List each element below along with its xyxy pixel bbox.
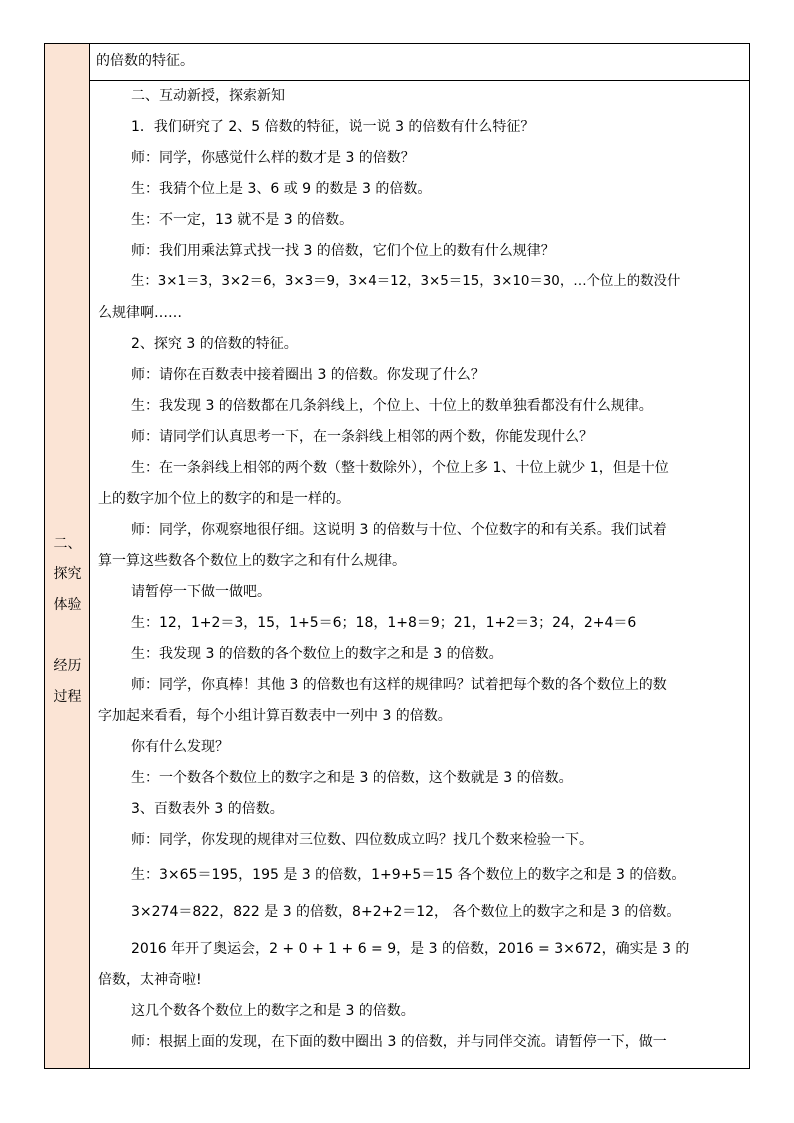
content-line: 么规律啊…… <box>98 305 182 321</box>
content-line: 师：请你在百数表中接着圈出 3 的倍数。你发现了什么？ <box>131 367 485 383</box>
content-line: 师：同学，你真棒！其他 3 的倍数也有这样的规律吗？试着把每个数的各个数位上的数 <box>131 677 667 693</box>
content-line: 二、互动新授，探索新知 <box>131 88 285 104</box>
section-label-line: 体验 <box>53 597 82 613</box>
content-line: 3、百数表外 3 的倍数。 <box>131 801 284 817</box>
section-label-line: 经历 <box>53 658 82 674</box>
lesson-table <box>44 43 750 1069</box>
content-line: 师：同学，你感觉什么样的数才是 3 的倍数？ <box>131 150 415 166</box>
content-line: 生：3×1＝3，3×2＝6，3×3＝9，3×4＝12，3×5＝15，3×10＝30，…个位上的数没什 <box>131 274 681 289</box>
content-line: 上的数字加个位上的数字的和是一样的。 <box>98 491 350 507</box>
content-line: 师：请同学们认真思考一下，在一条斜线上相邻的两个数，你能发现什么？ <box>131 429 593 445</box>
row1-right-cell <box>90 44 749 80</box>
content-line: 师：同学，你发现的规律对三位数、四位数成立吗？找几个数来检验一下。 <box>131 832 593 848</box>
top-row-text: 的倍数的特征。 <box>96 53 194 69</box>
content-line: 生：我猜个位上是 3、6 或 9 的数是 3 的倍数。 <box>131 181 432 197</box>
section-label-line: 探究 <box>53 566 82 582</box>
content-line: 1．我们研究了 2、5 倍数的特征，说一说 3 的倍数有什么特征？ <box>131 119 535 135</box>
content-line: 3×274＝822，822 是 3 的倍数，8+2+2＝12， 各个数位上的数字之和是 3 的倍数。 <box>131 904 681 920</box>
content-line: 生：不一定，13 就不是 3 的倍数。 <box>131 212 354 228</box>
content-line: 字加起来看看，每个小组计算百数表中一列中 3 的倍数。 <box>98 708 452 724</box>
content-line: 2、探究 3 的倍数的特征。 <box>131 336 298 352</box>
content-line: 你有什么发现？ <box>131 739 229 755</box>
content-line: 生：我发现 3 的倍数的各个数位上的数字之和是 3 的倍数。 <box>131 646 503 662</box>
content-line: 算一算这些数各个数位上的数字之和有什么规律。 <box>98 553 406 569</box>
content-line: 倍数，太神奇啦! <box>98 972 202 988</box>
lesson-content-cell <box>90 80 749 1068</box>
row1-left-cell <box>45 44 90 80</box>
content-line: 师：我们用乘法算式找一找 3 的倍数，它们个位上的数有什么规律？ <box>131 243 555 259</box>
content-line: 生：一个数各个数位上的数字之和是 3 的倍数，这个数就是 3 的倍数。 <box>131 770 573 786</box>
content-line: 生：3×65＝195，195 是 3 的倍数，1+9+5＝15 各个数位上的数字之和是 3 的倍数。 <box>131 867 686 883</box>
section-label-line: 过程 <box>53 689 82 705</box>
content-line: 请暂停一下做一做吧。 <box>131 584 271 600</box>
content-line: 2016 年开了奥运会，2 + 0 + 1 + 6 = 9，是 3 的倍数，2016 = 3×672，确实是 3 的 <box>131 941 690 957</box>
content-line: 生：在一条斜线上相邻的两个数（整十数除外），个位上多 1、十位上就少 1，但是十位 <box>131 460 669 476</box>
content-line: 师：同学，你观察地很仔细。这说明 3 的倍数与十位、个位数字的和有关系。我们试着 <box>131 522 667 538</box>
content-line: 生：我发现 3 的倍数都在几条斜线上，个位上、十位上的数单独看都没有什么规律。 <box>131 398 653 414</box>
content-line: 师：根据上面的发现，在下面的数中圈出 3 的倍数，并与同伴交流。请暂停一下，做一 <box>131 1034 667 1050</box>
content-line: 这几个数各个数位上的数字之和是 3 的倍数。 <box>131 1003 415 1019</box>
content-line: 生：12，1+2＝3，15，1+5＝6；18，1+8＝9；21，1+2＝3；24，2+4＝6 <box>131 615 637 631</box>
section-number: 二、 <box>53 536 82 552</box>
section-label-cell <box>45 80 90 1068</box>
